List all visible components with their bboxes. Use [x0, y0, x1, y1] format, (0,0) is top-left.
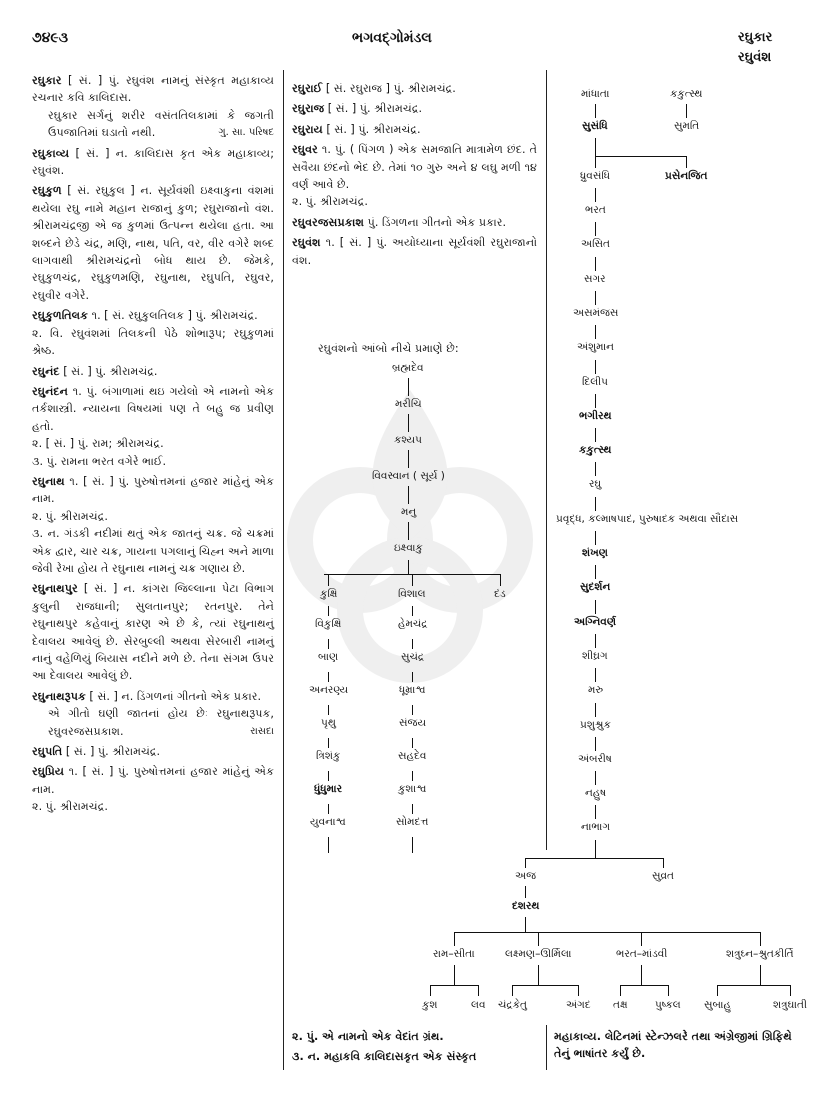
entry-raghupati: રઘુપતિ [ સં. ] પું. શ્રીરામચંદ્ર. [32, 745, 161, 759]
entry-raghurai: રઘુરાઈ [ સં. રઘુરાજ ] પું. શ્રીરામચંદ્ર. [292, 82, 456, 95]
entry-raghukultilak: રઘુકુળતિલક ૧. [ સં. રઘુકુલતિલક ] પું. શ્રીરામચંદ્ર. ૨. વિ. રઘુવંશમાં તિલકની પેઠે શોભારૂપ; રઘુકુળમાં શ્રેષ્ઠ. [32, 309, 274, 358]
entry-raghuray: રઘુરાય [ સં. ] પું. શ્રીરામચંદ્ર. [292, 122, 421, 136]
column-rule-3 [546, 1025, 547, 1070]
tree-node-branch-kukshi: બાણ [318, 651, 339, 663]
tree-node-branch-vishal: ધૂમ્રાશ્વ [399, 684, 426, 696]
tree-connector [595, 104, 596, 118]
tree-node-grandson: સુબાહુ [704, 999, 731, 1011]
tree-node-right: નાભાગ [581, 821, 611, 834]
tree-connector [595, 428, 596, 442]
tree-node-grandson: તક્ષ [613, 999, 628, 1011]
tree-node-right: અસમંજસ [573, 306, 619, 319]
tree-connector [454, 932, 455, 946]
tree-connector [408, 486, 409, 504]
tree-node-right: અંબરીષ [578, 752, 612, 765]
tree-connector [595, 462, 596, 476]
entry-raghukul: રઘુકુળ [ સં. રઘુકુલ ] ન. સૂર્યવંશી ઇક્ષ્વાકુના વંશમાં થયેલા રઘુ નામે મહાન રાજાનું કુળ; રઘુરાજાનો વંશ. શ્રીરામચંદ્રજી એ જ કુળમાં ઉત્પન્ન થયેલા હતા. આ શબ્દને છેડે ચંદ્ર, મણિ, નાથ, પતિ, વર, વીર વગેરે શબ્દ લાગવાથી શ્રીરામચંદ્રનો બોધ થાય છે. જેમકે, રઘુકુળચંદ્ર, રઘુકુળમણિ, રઘુનાથ, રઘુપતિ, રઘુવર, રઘુવીર વગેરે. [32, 184, 274, 302]
tree-connector [412, 639, 413, 649]
tree-node-ancestor: મરીચિ [395, 398, 422, 410]
entry-raghunathpur: રઘુનાથપુર [ સં. ] ન. કાંગરા જિલ્લાના પેટા વિભાગ કુલુની રાજધાની; સુલતાનપુર; રતનપુર. તેને રઘુનાથપુર કહેવાનું કારણ એ છે કે, ત્યાં રઘુનાથનું દેવાલય આવેલું છે. સેરબુલ્લી અથવા સેરબારી નામનું નાનું વહેળિયું બિયાસ નદીને મળે છે. તેના સંગમ ઉપર આ દેવાલય આવેલું છે. [32, 582, 274, 683]
column-rule-1 [283, 70, 284, 1070]
tree-connector [454, 965, 455, 985]
tree-connector [595, 634, 596, 648]
tree-node-grandson: ચંદ્રકેતુ [498, 999, 527, 1011]
tree-connector [538, 965, 539, 985]
tree-node-right: સગર [584, 272, 606, 285]
entry-raghukavya: રઘુકાવ્ય [ સં. ] ન. કાલિદાસ કૃત એક મહાકાવ્ય; રઘુવંશ. [32, 146, 274, 178]
entry-raghuvar: રઘુવર ૧. પું. ( પિંગળ ) એક સમજાતિ માત્રામેળ છંદ. તે સવૈયા છંદનો ભેદ છે. તેમાં ૧૦ ગુરુ અને ૪ લઘુ મળી ૧૪ વર્ણ આવે છે. ૨. પું. શ્રીરામચંદ્ર. [292, 143, 537, 209]
tree-node-ancestor: મનુ [401, 506, 417, 518]
tree-connector [328, 738, 329, 748]
entry-raghuvansh: રઘુવંશ ૧. [ સં. ] પું. અયોધ્યાના સૂર્યવંશી રઘુરાજાનો વંશ. [292, 236, 537, 267]
tree-connector [595, 668, 596, 682]
tree-node-son: વિશાલ [398, 588, 426, 600]
entry-raghuvarjasprakash: રઘુવરજસપ્રકાશ પું. ડિંગળના ગીતનો એક પ્રકાર. [292, 215, 507, 229]
tree-connector [686, 104, 687, 118]
tree-connector [328, 705, 329, 715]
tree-node-right: કકુત્સ્થ [670, 88, 703, 100]
tree-connector [595, 257, 596, 271]
tree-connector [328, 606, 329, 616]
tree-node-grandson: પુષ્કલ [655, 999, 681, 1011]
tree-node-branch-vishal: સુચંદ્ર [401, 651, 425, 663]
tree-connector [595, 156, 686, 157]
tree-connector [717, 985, 718, 996]
tree-connector [595, 188, 596, 202]
tree-node-branch-kukshi: યુવનાશ્વ [310, 816, 346, 828]
tree-connector [595, 531, 596, 545]
tree-node-ancestor: ઇક્ષ્વાકુ [394, 542, 423, 554]
tree-connector [525, 886, 526, 898]
column-rule-2 [546, 70, 547, 850]
tree-connector [760, 932, 761, 946]
tree-node-right: પ્રશુશ્રુક [580, 718, 611, 731]
tree-node-right: દિલીપ [582, 375, 608, 388]
tree-connector [478, 985, 479, 996]
tree-node-branch-kukshi: અનરણ્ય [309, 684, 349, 696]
tree-node-son: દંડ [494, 588, 506, 600]
column-middle [292, 80, 537, 272]
tree-connector [595, 360, 596, 374]
tree-node-right: કકુત્સ્થ [579, 444, 612, 457]
entry-quote: રઘુકાર સર્ગનું શરીર વસંતતિલકામાં કે જગતી ઉપજાતિમાં ઘડાતો નથી. ગુ. સા. પરિષદ [48, 108, 274, 140]
tree-node-grandson: લવ [471, 999, 486, 1011]
tree-node-right: પ્રવૃદ્ધ, કલ્માષપાદ, પુરુષાદક અથવા સૌદાસ [556, 512, 739, 525]
tree-node-right: સુસંધિ [582, 120, 608, 132]
tree-node-aj: અજ [515, 870, 537, 882]
entry-raghuvansh-sense3: ૩. ન. મહાકવિ કાલિદાસકૃત એક સંસ્કૃત [292, 1050, 477, 1063]
tree-connector [412, 837, 413, 853]
tree-connector [538, 932, 539, 946]
tree-connector [525, 858, 663, 859]
tree-node-branch-kukshi: ધુંધુમાર [314, 783, 343, 795]
tree-node-right: અંશુમાન [577, 341, 614, 354]
entry-raghunandan: રઘુનંદન ૧. પું. બંગાળામાં થઇ ગયેલો એ નામનો એક તર્કશાસ્ત્રી. ન્યાયના વિષયમાં પણ તે બહુ જ પ્રવીણ હતો. ૨. [ સં. ] પું. રામ; શ્રીરામચંદ્ર. ૩. પું. રામના ભરત વગેરે ભાઈ. [32, 384, 274, 468]
tree-connector [595, 156, 596, 168]
tree-node-right: નહુષ [585, 787, 607, 800]
tree-node-branch-vishal: સોમદત્ત [396, 816, 429, 828]
tree-connector [412, 606, 413, 616]
tree-connector [641, 965, 642, 985]
tree-connector [412, 672, 413, 682]
tree-connector [328, 639, 329, 649]
tree-connector [408, 378, 409, 396]
tree-node-right: અગ્નિવર્ણ [574, 615, 616, 628]
tree-connector [686, 156, 687, 168]
tree-connector [408, 450, 409, 468]
tree-node-right: પ્રસેનજિત [665, 170, 708, 182]
tree-node-right: ધ્રુવસંધિ [580, 170, 611, 182]
tree-connector [525, 917, 526, 932]
tree-connector [328, 672, 329, 682]
tree-connector [328, 837, 329, 853]
tree-connector [595, 805, 596, 819]
tree-node-suvrat: સુવ્રત [652, 870, 675, 882]
tree-node-grandson: શત્રુઘાતી [773, 999, 807, 1011]
page-title: ભગવદ્ગોમંડલ [352, 30, 432, 46]
tree-connector [595, 771, 596, 785]
tree-node-branch-kukshi: વિકુક્ષિ [315, 618, 342, 630]
tree-node-dasharath: દશરથ [512, 900, 540, 912]
entry-quote: એ ગીતો ઘણી જાતનાં હોય છેઃ રઘુનાથરૂપક, રઘુવરજસપ્રકાશ. રાસદા [48, 707, 274, 738]
entry-raghuraj: રઘુરાજ [ સં. ] પું. શ્રીરામચંદ્ર. [292, 102, 423, 116]
tree-node-couple: શત્રુઘ્ન–શ્રુતકીર્તિ [726, 948, 794, 960]
tree-node-branch-kukshi: પૃથુ [321, 717, 336, 729]
tree-connector [595, 291, 596, 305]
tree-connector [512, 985, 578, 986]
tree-connector [578, 985, 579, 996]
tree-node-right: રઘુ [589, 478, 602, 491]
tree-connector [620, 985, 668, 986]
tree-node-branch-vishal: કુશાશ્વ [398, 783, 427, 795]
tree-node-right: સુમતિ [674, 120, 700, 132]
tree-connector [408, 414, 409, 432]
tree-connector [717, 985, 790, 986]
tree-node-right: અસિત [581, 238, 610, 251]
tree-node-right: ભરત [585, 204, 606, 216]
tree-connector [328, 574, 329, 586]
entry-raghuvansh-sense2: ૨. પું. એ નામનો એક વેદાંત ગ્રંથ. [292, 1030, 444, 1043]
tree-node-ancestor: બ્રહ્મદેવ [392, 362, 424, 374]
tree-node-right: મરુ [588, 684, 604, 697]
tree-connector [595, 600, 596, 614]
tree-connector [668, 985, 669, 996]
tree-connector [620, 985, 621, 996]
tree-node-couple: લક્ષ્મણ–ઊર્મિલા [505, 948, 572, 960]
tree-node-branch-vishal: સહદેવ [398, 750, 427, 762]
tree-intro: રઘુવંશનો આંબો નીચે પ્રમાણે છે: [318, 342, 459, 355]
tree-node-right: ભગીરથ [579, 409, 612, 422]
tree-connector [328, 771, 329, 781]
tree-connector [595, 565, 596, 579]
tree-connector [408, 522, 409, 540]
tree-node-couple: રામ–સીતા [433, 948, 475, 960]
tree-connector [595, 222, 596, 236]
tree-connector [412, 705, 413, 715]
entry-raghunathrupak: રઘુનાથરૂપક [ સં. ] ન. ડિંગળનાં ગીતનો એક પ્રકાર. એ ગીતો ઘણી જાતનાં હોય છેઃ રઘુનાથરૂપક, રઘુવરજસપ્રકાશ. રાસદા [32, 688, 274, 740]
tree-connector [595, 737, 596, 751]
tree-connector [430, 985, 478, 986]
tree-node-branch-kukshi: ત્રિશંકુ [316, 750, 341, 762]
tree-connector [412, 574, 413, 586]
tree-connector [595, 138, 596, 156]
entry-raghukar: રઘુકાર [ સં. ] પું. રઘુવંશ નામનું સંસ્કૃત મહાકાવ્ય રચનાર કવિ કાલિદાસ. રઘુકાર સર્ગનું શરીર વસંતતિલકામાં કે જગતી ઉપજાતિમાં ઘડાતો નથી. ગુ. સા. પરિષદ [32, 72, 274, 142]
entry-raghunand: રઘુનંદ [ સં. ] પું. શ્રીરામચંદ્ર. [32, 364, 158, 378]
tree-node-grandson: અંગદ [566, 999, 591, 1011]
tree-node-branch-vishal: હેમચંદ્ર [398, 618, 428, 630]
tree-connector [430, 985, 431, 996]
tree-node-right: શીઘ્રગ [582, 649, 608, 662]
guide-word-bottom: રઘુવંશ [738, 50, 772, 65]
tree-connector [595, 325, 596, 339]
tree-connector [790, 985, 791, 996]
tree-connector [412, 804, 413, 814]
tree-node-right: માંધાતા [581, 88, 610, 100]
column-left [32, 72, 274, 819]
tree-connector [412, 771, 413, 781]
tree-node-ancestor: કશ્યપ [394, 434, 422, 446]
tree-node-right: સુદર્શન [580, 581, 611, 594]
guide-word-top: રઘુકાર [738, 30, 773, 45]
tree-node-couple: ભરત–માંડવી [616, 948, 668, 960]
entry-raghuvansh-continued: મહાકાવ્ય. લેટિનમાં સ્ટેન્ઝલરે તથા અંગ્રેજીમાં ગ્રિફિથે તેનું ભાષાંતર કર્યું છે. [554, 1030, 792, 1061]
tree-connector [663, 858, 664, 868]
tree-connector [641, 932, 642, 946]
tree-connector [595, 840, 596, 858]
tree-connector [595, 703, 596, 717]
tree-connector [760, 965, 761, 985]
tree-node-branch-vishal: સંજય [399, 717, 427, 729]
tree-connector [454, 932, 760, 933]
tree-node-right: શંખણ [582, 547, 608, 559]
tree-connector [595, 497, 596, 511]
tree-connector [412, 738, 413, 748]
tree-node-son: કુક્ષિ [320, 588, 338, 600]
entry-raghunath: રઘુનાથ ૧. [ સં. ] પું. પુરુષોત્તમનાં હજાર માંહેનું એક નામ. ૨. પું. શ્રીરામચંદ્ર. ૩. ન. ગંડકી નદીમાં થતું એક જાતનું ચક્ર. જે ચક્રમાં એક દ્વાર, ચાર ચક્ર, ગાયના પગલાનું ચિહ્ન અને માળા જેવી રેખા હોય તે રઘુનાથ નામનું ચક્ર ગણાય છે. [32, 474, 274, 575]
page-number: ૭૪૯૩ [32, 30, 69, 46]
tree-connector [595, 394, 596, 408]
tree-connector [328, 804, 329, 814]
tree-connector [512, 985, 513, 996]
tree-connector [408, 560, 409, 574]
tree-connector [525, 858, 526, 868]
entry-raghupriya: રઘુપ્રિય ૧. [ સં. ] પું. પુરુષોત્તમનાં હજાર માંહેનું એક નામ. ૨. પું. શ્રીરામચંદ્ર. [32, 765, 274, 814]
tree-node-ancestor: વિવસ્વાન ( સૂર્ય ) [372, 470, 445, 482]
tree-node-grandson: કુશ [422, 999, 438, 1011]
tree-connector [500, 574, 501, 586]
